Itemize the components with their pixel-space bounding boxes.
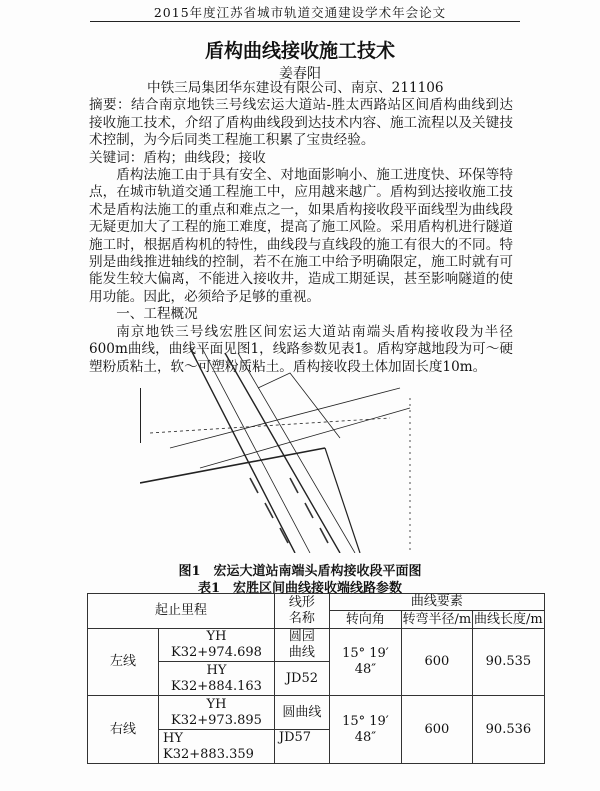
overview-paragraph: 南京地铁三号线宏胜区间宏运大道站南端头盾构接收段为半径600m曲线，曲线平面见图1，线路参数见表1。盾构穿越地段为可～硬塑粉质粘土，软～可塑粉质粘土。盾构接收段土体加固长度10m。 bbox=[89, 323, 513, 375]
end-mileage: HY K32+884.163 bbox=[159, 662, 275, 696]
header-length: 曲线长度/m bbox=[474, 611, 543, 627]
header-mileage: 起止里程 bbox=[88, 594, 275, 629]
turn-angle: 15° 19′ 48″ bbox=[329, 629, 401, 696]
line-label: 左线 bbox=[88, 629, 159, 696]
line-type: 圆曲线 bbox=[274, 696, 329, 730]
section-heading: 一、工程概况 bbox=[116, 306, 198, 323]
figure-plan-drawing bbox=[140, 348, 430, 553]
intersection-point: JD52 bbox=[274, 662, 329, 696]
route-parameters-table bbox=[87, 593, 545, 764]
body-text bbox=[89, 80, 513, 376]
table-row bbox=[88, 629, 545, 662]
turn-radius: 600 bbox=[401, 696, 472, 764]
start-mileage: YH K32+974.698 bbox=[159, 629, 275, 662]
turn-angle: 15° 19′ 48″ bbox=[329, 696, 401, 764]
curve-length: 90.535 bbox=[472, 629, 544, 696]
intro-paragraph: 盾构法施工由于具有安全、对地面影响小、施工进度快、环保等特点，在城市轨道交通工程施工中，应用越来越广。盾构到达接收施工技术是盾构法施工的重点和难点之一，如果盾构接收段平面线型为曲线段无疑更加大了工程的施工难度，提高了施工风险。采用盾构机进行隧道施工时，根据盾构机的特性，曲线段与直线段的施工有很大的不同。特别是曲线推进轴线的控制，若不在施工中给予明确限定，施工时就有可能发生较大偏离，不能进入接收井，造成工期延误，甚至影响隧道的使用功能。因此，必须给予足够的重视。 bbox=[89, 167, 513, 305]
curve-length: 90.536 bbox=[472, 696, 544, 764]
header-radius: 转弯半径/m bbox=[402, 611, 472, 627]
author: 姜春阳 bbox=[279, 66, 321, 82]
line-label: 右线 bbox=[88, 696, 159, 764]
table-caption: 表1 宏胜区间曲线接收端线路参数 bbox=[197, 581, 403, 596]
header-curve-elements: 曲线要素 bbox=[329, 594, 544, 611]
turn-radius: 600 bbox=[401, 629, 472, 696]
abstract: 摘要：结合南京地铁三号线宏运大道站-胜太西路站区间盾构曲线到达接收施工技术，介绍了盾构曲线段到达技术内容、施工流程以及关键技术控制，为今后同类工程施工积累了宝贵经验。 bbox=[89, 97, 513, 149]
header-rule bbox=[90, 21, 520, 22]
paper-title: 盾构曲线接收施工技术 bbox=[204, 40, 395, 62]
affiliation: 中铁三局集团华东建设有限公司、南京、211106 bbox=[147, 80, 444, 96]
header-angle: 转向角 bbox=[329, 611, 401, 629]
running-header: 2015年度江苏省城市轨道交通建设学术年会论文 bbox=[153, 5, 447, 20]
keywords: 关键词：盾构；曲线段；接收 bbox=[89, 149, 266, 166]
intersection-point: JD57 bbox=[274, 730, 329, 764]
header-line-type: 线形名称 bbox=[274, 594, 329, 629]
figure-caption: 图1 宏运大道站南端头盾构接收段平面图 bbox=[178, 564, 422, 579]
line-type: 圆园曲线 bbox=[274, 629, 329, 662]
start-mileage: YH K32+973.895 bbox=[159, 696, 275, 730]
end-mileage: HY K32+883.359 bbox=[159, 730, 275, 764]
table-row bbox=[88, 696, 545, 730]
